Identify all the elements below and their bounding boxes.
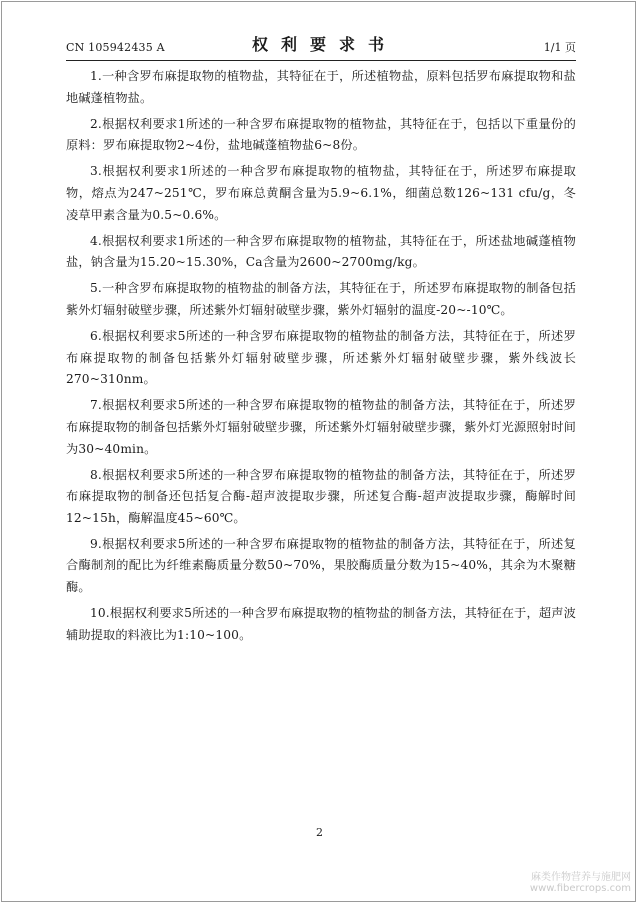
claim-5: 5.一种含罗布麻提取物的植物盐的制备方法，其特征在于，所述罗布麻提取物的制备包括紫外灯辐射破壁步骤，所述紫外灯辐射破壁步骤，紫外灯辐射的温度-20~-10℃。 <box>66 281 576 317</box>
publication-number: CN 105942435 A <box>66 41 165 54</box>
claim-3: 3.根据权利要求1所述的一种含罗布麻提取物的植物盐，其特征在于，所述罗布麻提取物，熔点为247~251℃，罗布麻总黄酮含量为5.9~6.1%，细菌总数126~131 cfu/g，冬凌草甲素含量为0.5~0.6%。 <box>66 164 576 222</box>
claim-1: 1.一种含罗布麻提取物的植物盐，其特征在于，所述植物盐，原料包括罗布麻提取物和盐地碱蓬植物盐。 <box>66 69 576 105</box>
claim-6: 6.根据权利要求5所述的一种含罗布麻提取物的植物盐的制备方法，其特征在于，所述罗布麻提取物的制备包括紫外灯辐射破壁步骤，所述紫外灯辐射破壁步骤，紫外线波长270~310nm。 <box>66 329 576 387</box>
claim-4: 4.根据权利要求1所述的一种含罗布麻提取物的植物盐，其特征在于，所述盐地碱蓬植物盐，钠含量为15.20~15.30%，Ca含量为2600~2700mg/kg。 <box>66 233 576 270</box>
claim-2: 2.根据权利要求1所述的一种含罗布麻提取物的植物盐，其特征在于，包括以下重量份的原料：罗布麻提取物2~4份，盐地碱蓬植物盐6~8份。 <box>66 116 576 153</box>
page-title: 权利要求书 <box>252 35 398 54</box>
claim-9: 9.根据权利要求5所述的一种含罗布麻提取物的植物盐的制备方法，其特征在于，所述复合酶制剂的配比为纤维素酶质量分数50~70%，果胶酶质量分数为15~40%，其余为木聚糖酶。 <box>66 536 576 595</box>
watermark-site-name: 麻类作物营养与施肥网 <box>531 872 631 883</box>
watermark-url: www.fibercrops.com <box>529 883 631 894</box>
header-divider <box>66 60 576 61</box>
claims-body <box>66 66 576 651</box>
claim-10: 10.根据权利要求5所述的一种含罗布麻提取物的植物盐的制备方法，其特征在于，超声波辅助提取的料液比为1:10~100。 <box>66 606 576 642</box>
claim-7: 7.根据权利要求5所述的一种含罗布麻提取物的植物盐的制备方法，其特征在于，所述罗布麻提取物的制备包括紫外灯辐射破壁步骤，所述紫外灯辐射破壁步骤，紫外灯光源照射时间为30~40min。 <box>66 398 576 456</box>
document-header <box>66 36 576 60</box>
footer-page-number: 2 <box>316 826 323 839</box>
claim-8: 8.根据权利要求5所述的一种含罗布麻提取物的植物盐的制备方法，其特征在于，所述罗布麻提取物的制备还包括复合酶-超声波提取步骤，所述复合酶-超声波提取步骤，酶解时间12~15h，酶解温度45~60℃。 <box>66 467 576 525</box>
watermark <box>530 872 631 894</box>
page-indicator: 1/1 页 <box>543 41 576 54</box>
